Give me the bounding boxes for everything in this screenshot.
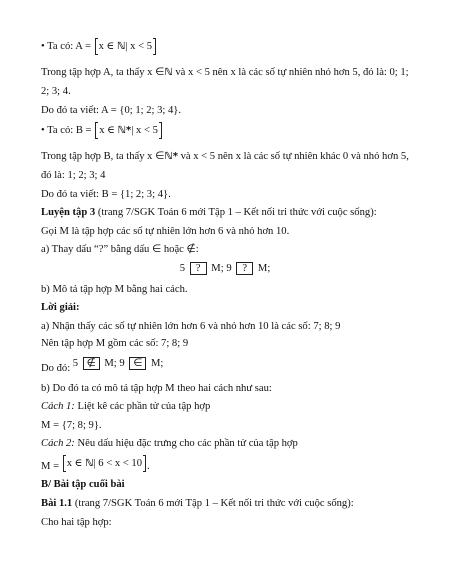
exercise-part-b: b) Mô tả tập hợp M bằng hai cách. <box>41 284 188 295</box>
exercise-heading: Bài 1.1 (trang 7/SGK Toán 6 mới Tập 1 – Kết nối tri thức với cuộc sống): <box>41 498 354 509</box>
answer-box-2: ? <box>236 262 253 275</box>
text-line: đó là: 1; 2; 3; 4 <box>41 170 106 181</box>
set-builder-b: x ∈ ℕ*| x < 5 <box>95 124 162 137</box>
exercise-heading: Luyện tập 3 (trang 7/SGK Toán 6 mới Tập 1 – Kết nối tri thức với cuộc sống): <box>41 207 377 218</box>
set-b-result-line: Do đó ta viết: B = {1; 2; 3; 4}. <box>41 189 171 200</box>
set-b-definition-line: • Ta có: B = x ∈ ℕ*| x < 5 <box>41 124 163 137</box>
set-b-explanation-line: Trong tập hợp B, ta thấy x ∈ℕ* và x < 5 nên x là các số tự nhiên khác 0 và nhỏ hơn 5, <box>41 150 409 162</box>
element-of-symbol: ∈ <box>155 150 165 162</box>
set-builder-a: x ∈ ℕ| x < 5 <box>95 40 156 53</box>
exercise-part-a: a) Thay dấu “?” bằng dấu ∈ hoặc ∉: <box>41 243 199 255</box>
method-1-result: M = {7; 8; 9}. <box>41 420 102 431</box>
solution-heading: Lời giải: <box>41 302 80 313</box>
answer-box-1: ? <box>190 262 207 275</box>
text-line: 2; 3; 4. <box>41 86 71 97</box>
set-builder-m: x ∈ ℕ| 6 < x < 10 <box>63 457 146 470</box>
exercise-statement: Cho hai tập hợp: <box>41 517 112 528</box>
not-element-of-symbol: ∉ <box>186 243 196 255</box>
question-boxes-line: 5 ? M; 9 ? M; <box>179 263 271 274</box>
method-2-line: Cách 2: Nêu dấu hiệu đặc trưng cho các phần tử của tập hợp <box>41 438 298 449</box>
solution-line: b) Do đó ta có mô tả tập hợp M theo hai cách như sau: <box>41 383 272 394</box>
set-a-definition-line: • Ta có: A = x ∈ ℕ| x < 5 <box>41 40 157 53</box>
element-of-box: ∈ <box>129 357 146 370</box>
section-heading: B/ Bài tập cuối bài <box>41 479 125 490</box>
answer-line: Do đó: 5 ∉ M; 9 ∈ M; <box>41 357 164 374</box>
solution-line: Nên tập hợp M gồm các số: 7; 8; 9 <box>41 338 189 349</box>
element-of-symbol: ∈ <box>152 243 162 255</box>
set-a-result-line: Do đó ta viết: A = {0; 1; 2; 3; 4}. <box>41 105 182 116</box>
method-1-line: Cách 1: Liệt kê các phần tử của tập hợp <box>41 401 211 412</box>
exercise-statement: Gọi M là tập hợp các số tự nhiên lớn hơn 6 và nhỏ hơn 10. <box>41 226 290 237</box>
not-element-of-box: ∉ <box>83 357 100 370</box>
method-2-result: M = x ∈ ℕ| 6 < x < 10 . <box>41 458 150 472</box>
element-of-symbol: ∈ <box>155 66 165 78</box>
set-a-explanation-line: Trong tập hợp A, ta thấy x ∈ℕ và x < 5 nên x là các số tự nhiên nhỏ hơn 5, đó là: 0; 1; <box>41 66 409 78</box>
solution-line: a) Nhận thấy các số tự nhiên lớn hơn 6 và nhỏ hơn 10 là các số: 7; 8; 9 <box>41 321 341 332</box>
